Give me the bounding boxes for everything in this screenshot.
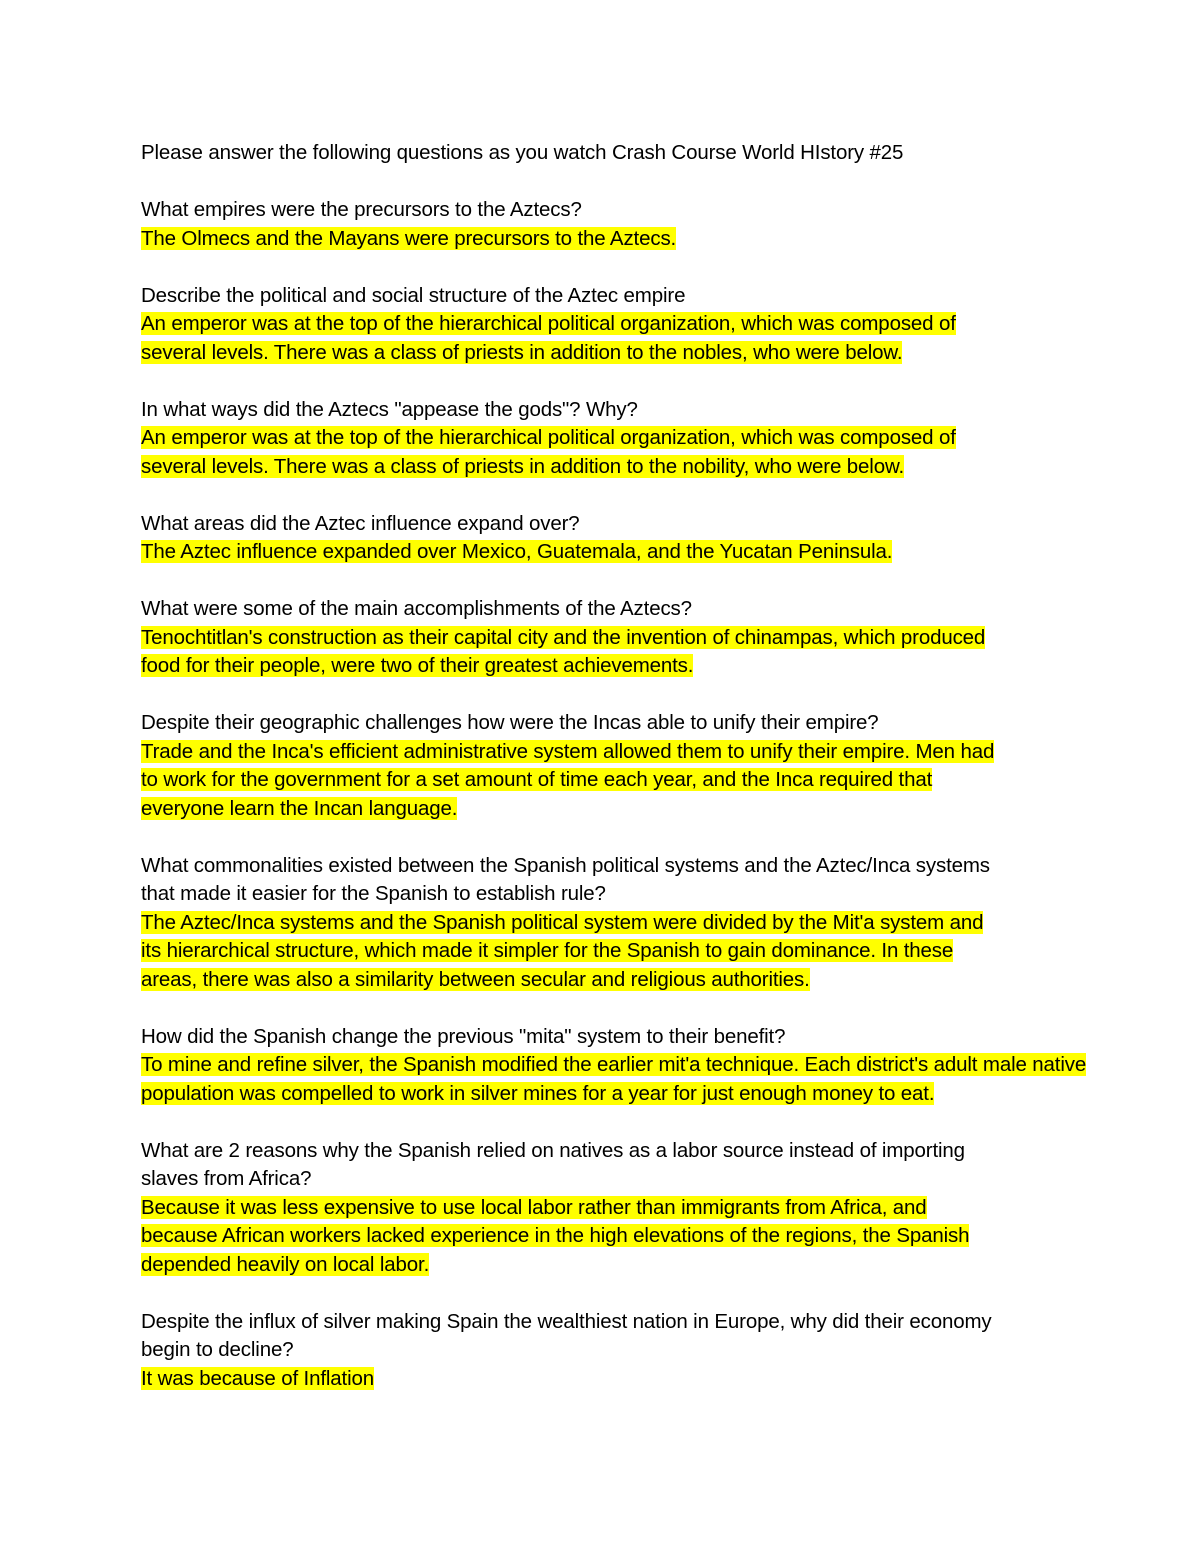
question-line: In what ways did the Aztecs "appease the gods"? Why?: [141, 397, 638, 421]
answer-line: [141, 966, 1181, 995]
highlighted-answer-text: Trade and the Inca's efficient administrative system allowed them to unify their empire. Men had: [141, 739, 995, 763]
highlighted-answer-text: food for their people, were two of their greatest achievements.: [141, 654, 694, 677]
highlighted-answer-text: The Olmecs and the Mayans were precursors to the Aztecs.: [141, 226, 677, 250]
qa-block: [141, 709, 1181, 823]
highlighted-answer-text: The Aztec/Inca systems and the Spanish political system were divided by the Mit'a system and: [141, 910, 984, 934]
answer-line: [141, 1080, 1181, 1109]
answer-line: [141, 538, 1181, 567]
highlighted-answer-text: It was because of Inflation: [141, 1366, 374, 1390]
highlighted-answer-text: several levels. There was a class of priests in addition to the nobles, who were below.: [141, 340, 903, 364]
answer-line: [141, 624, 1181, 653]
highlighted-answer-text: depended heavily on local labor.: [141, 1252, 430, 1276]
document-content: [141, 139, 1181, 1422]
answer-line: [141, 339, 1181, 368]
answer-line: [141, 652, 1181, 681]
highlighted-answer-text: An emperor was at the top of the hierarchical political organization, which was composed of: [141, 312, 956, 335]
question-line: Describe the political and social structure of the Aztec empire: [141, 283, 686, 307]
highlighted-answer-text: because African workers lacked experience in the high elevations of the regions, the Spanish: [141, 1224, 970, 1247]
highlighted-answer-text: several levels. There was a class of priests in addition to the nobility, who were below.: [141, 454, 905, 478]
qa-block: [141, 1308, 1181, 1394]
answer-line: [141, 738, 1181, 767]
answer-line: [141, 1251, 1181, 1280]
qa-block: [141, 852, 1181, 995]
qa-block: [141, 595, 1181, 681]
highlighted-answer-text: areas, there was also a similarity between secular and religious authorities.: [141, 967, 810, 991]
question-line: How did the Spanish change the previous "mita" system to their benefit?: [141, 1024, 786, 1048]
answer-line: [141, 310, 1181, 339]
question-line: What were some of the main accomplishments of the Aztecs?: [141, 597, 692, 620]
answer-line: [141, 1194, 1181, 1223]
highlighted-answer-text: to work for the government for a set amount of time each year, and the Inca required that: [141, 768, 933, 791]
qa-block: [141, 510, 1181, 567]
answer-line: [141, 795, 1181, 824]
question-line: slaves from Africa?: [141, 1167, 312, 1190]
highlighted-answer-text: To mine and refine silver, the Spanish modified the earlier mit'a technique. Each district's adult male native: [141, 1053, 1087, 1076]
highlighted-answer-text: The Aztec influence expanded over Mexico, Guatemala, and the Yucatan Peninsula.: [141, 540, 893, 563]
qa-block: [141, 396, 1181, 482]
qa-list: [141, 196, 1181, 1393]
answer-line: [141, 453, 1181, 482]
answer-line: [141, 225, 1181, 254]
question-line: What are 2 reasons why the Spanish relied on natives as a labor source instead of importing: [141, 1138, 965, 1162]
highlighted-answer-text: Tenochtitlan's construction as their capital city and the invention of chinampas, which produced: [141, 625, 986, 649]
answer-line: [141, 1222, 1181, 1251]
answer-line: [141, 1365, 1181, 1394]
highlighted-answer-text: population was compelled to work in silver mines for a year for just enough money to eat.: [141, 1081, 935, 1105]
question-line: What areas did the Aztec influence expand over?: [141, 511, 580, 535]
qa-block: [141, 1137, 1181, 1280]
question-line: begin to decline?: [141, 1338, 294, 1361]
question-line: that made it easier for the Spanish to establish rule?: [141, 882, 606, 905]
question-line: What commonalities existed between the Spanish political systems and the Aztec/Inca systems: [141, 853, 990, 877]
highlighted-answer-text: everyone learn the Incan language.: [141, 796, 458, 820]
qa-block: [141, 282, 1181, 368]
highlighted-answer-text: Because it was less expensive to use local labor rather than immigrants from Africa, and: [141, 1195, 927, 1219]
question-line: Despite the influx of silver making Spain the wealthiest nation in Europe, why did their economy: [141, 1309, 992, 1333]
highlighted-answer-text: its hierarchical structure, which made it simpler for the Spanish to gain dominance. In these: [141, 939, 954, 962]
answer-line: [141, 424, 1181, 453]
qa-block: [141, 1023, 1181, 1109]
highlighted-answer-text: An emperor was at the top of the hierarchical political organization, which was composed of: [141, 426, 956, 449]
qa-block: [141, 196, 1181, 253]
question-line: Despite their geographic challenges how were the Incas able to unify their empire?: [141, 711, 879, 734]
answer-line: [141, 1051, 1181, 1080]
answer-line: [141, 909, 1181, 938]
answer-line: [141, 766, 1181, 795]
intro-text: Please answer the following questions as you watch Crash Course World HIstory #25: [141, 141, 904, 164]
question-line: What empires were the precursors to the Aztecs?: [141, 198, 582, 221]
answer-line: [141, 937, 1181, 966]
